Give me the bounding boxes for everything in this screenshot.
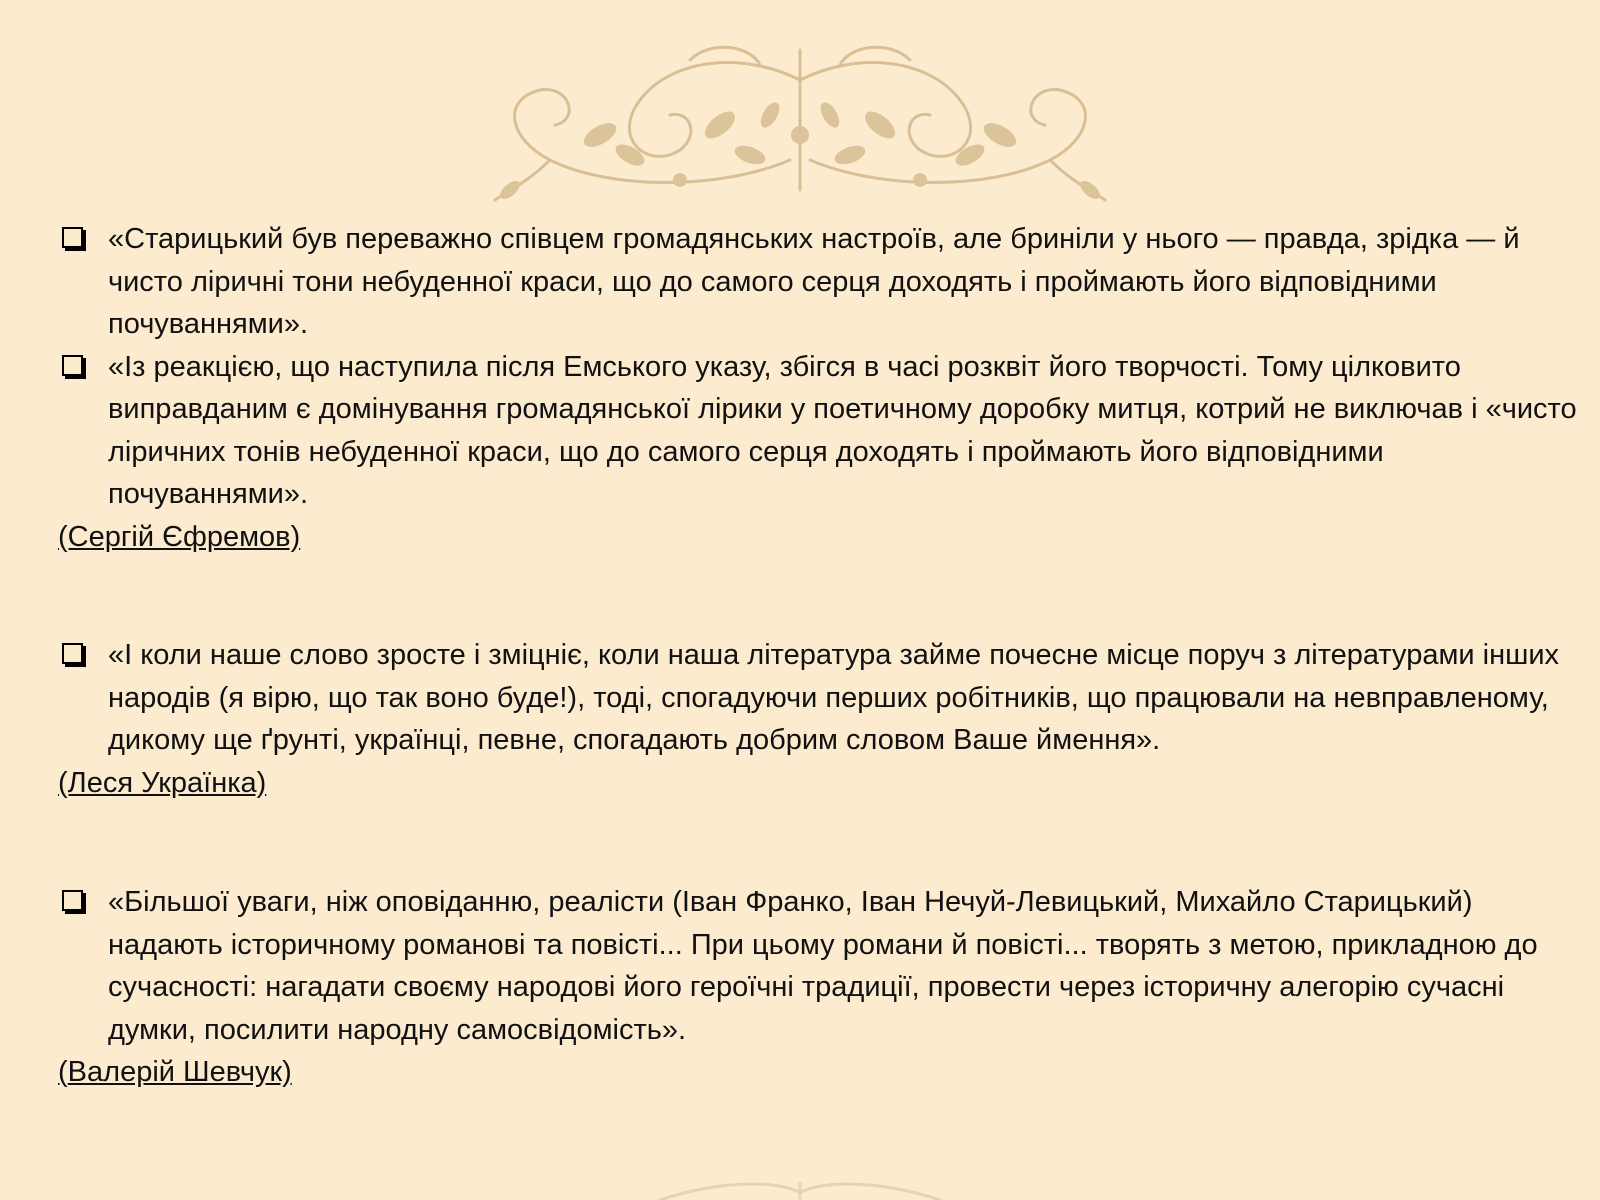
- quote-item: [58, 634, 1578, 762]
- quote-author-line: [58, 1051, 1578, 1093]
- checkbox-square-bullet-icon: [62, 890, 83, 911]
- quote-author: Валерій Шевчук): [67, 1056, 292, 1088]
- floral-vine-ornament-bottom-icon: [640, 1175, 960, 1200]
- quote-text: «Із реакцією, що наступила після Емського указу, збігся в часі розквіт його творчості. Тому цілковито виправданим є домінування громадянської лірики у поетичному доробку митця, котрий не виключав і «чисто ліричних тонів небуденної краси, що до самого серця доходять і проймають його відповідними почуваннями».: [108, 350, 1577, 510]
- quote-text: «Старицький був переважно співцем громадянських настроїв, але бриніли у нього — правда, зрідка — й чисто ліричні тони небуденної краси, що до самого серця доходять і проймають його відповідними почуваннями».: [108, 223, 1520, 340]
- checkbox-square-bullet-icon: [62, 355, 83, 376]
- quote-item: [58, 218, 1578, 346]
- quote-item: [58, 346, 1578, 516]
- quote-block-lesya: [58, 634, 1578, 804]
- quote-text: «Більшої уваги, ніж оповіданню, реалісти (Іван Франко, Іван Нечуй-Левицький, Михайло Старицький) надають історичному романові та повісті... При цьому романи й повісті... творять з метою, прикладною до сучасності: нагадати своєму народові його героїчні традиції, провести через історичну алегорію сучасні думки, посилити народну самосвідомість».: [108, 886, 1538, 1046]
- checkbox-square-bullet-icon: [62, 643, 83, 664]
- quote-text: «І коли наше слово зросте і зміцніє, коли наша література займе почесне місце поруч з літературами інших народів (я вірю, що так воно буде!), тоді, спогадуючи перших робітників, що працювали на невправленому, дикому ще ґрунті, українці, певне, спогадають добрим словом Ваше ймення».: [108, 639, 1560, 756]
- author-paren: (: [58, 1056, 68, 1088]
- checkbox-square-bullet-icon: [62, 227, 83, 248]
- quote-item: [58, 881, 1578, 1051]
- quote-author: (Леся Українка): [58, 766, 267, 799]
- quote-block-shevchuk: [58, 881, 1578, 1093]
- quote-block-efremov: [58, 218, 1578, 558]
- quote-author: (Сергій Єфремов): [58, 520, 301, 553]
- floral-vine-ornament-icon: [490, 40, 1110, 215]
